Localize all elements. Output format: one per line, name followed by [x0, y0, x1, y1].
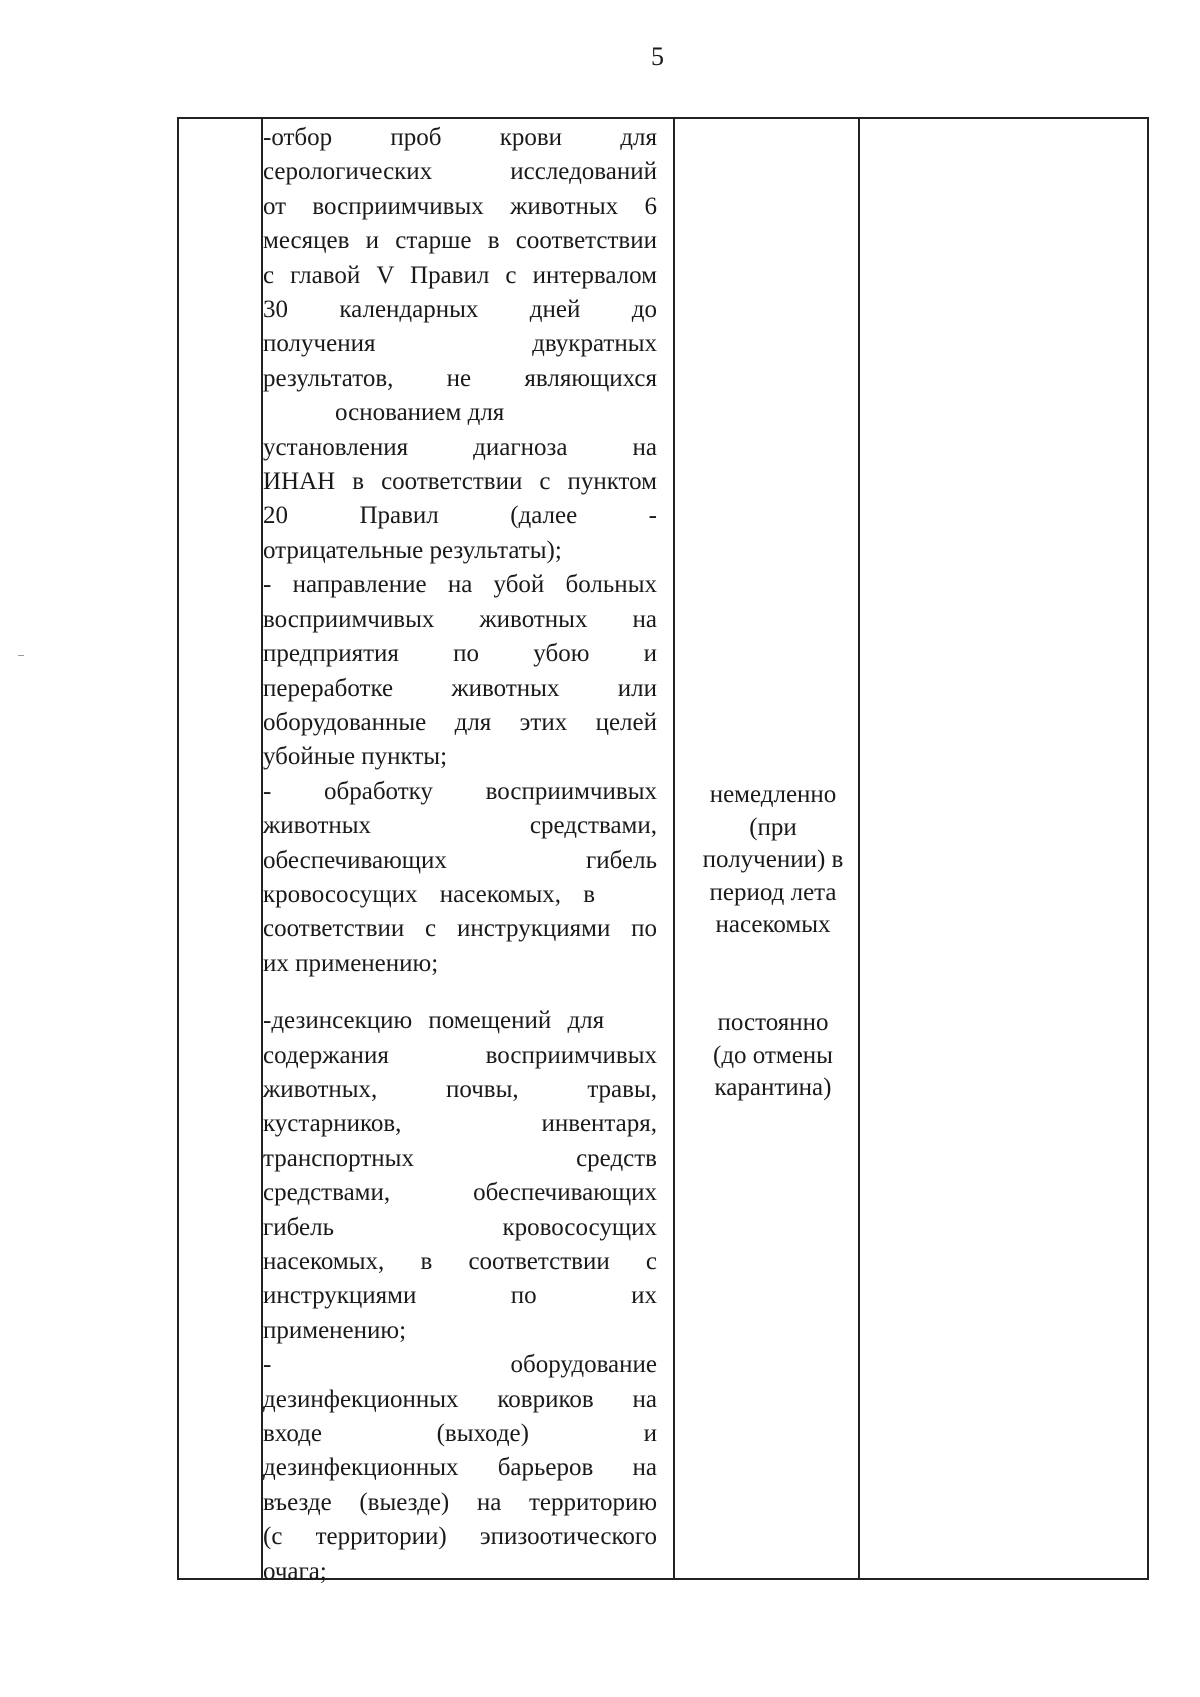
text-line: серологических исследований — [263, 158, 657, 186]
timing-line: (при — [749, 813, 797, 841]
text-line: установления диагноза на — [263, 433, 657, 461]
text-line: -дезинсекцию помещений для — [263, 1007, 605, 1035]
timing-line: постоянно — [717, 1009, 829, 1036]
text-line: въезде (выезде) на территорию — [263, 1488, 657, 1516]
text-line: результатов, не являющихся — [263, 364, 657, 392]
timing-line: насекомых — [715, 911, 831, 938]
column-divider-2 — [673, 119, 675, 1578]
text-line: соответствии с инструкциями по — [263, 915, 657, 943]
text-line: транспортных средств — [263, 1144, 657, 1172]
text-line: входе (выходе) и — [263, 1420, 657, 1448]
timing-line: немедленно — [709, 781, 837, 808]
text-line: средствами, обеспечивающих — [263, 1179, 657, 1207]
text-line: животных, почвы, травы, — [263, 1075, 657, 1103]
text-line: дезинфекционных ковриков на — [263, 1385, 657, 1413]
text-line: основанием для — [335, 399, 505, 427]
text-line: кустарников, инвентаря, — [263, 1110, 657, 1138]
text-line: убойные пункты; — [263, 743, 448, 771]
text-line: применению; — [263, 1316, 407, 1344]
text-line: оборудованные для этих целей — [263, 708, 657, 736]
text-line: ИНАН в соответствии с пунктом — [263, 468, 657, 496]
text-line: восприимчивых животных на — [263, 605, 657, 633]
timing-line: получении) в — [702, 846, 844, 873]
timing-insect-treatment — [683, 779, 863, 942]
text-line: - оборудование — [263, 1351, 657, 1379]
text-line: с главой V Правил с интервалом — [263, 261, 657, 289]
timing-line: (до отмены — [713, 1041, 833, 1069]
text-line: от восприимчивых животных 6 — [263, 192, 657, 220]
text-line: их применению; — [263, 949, 439, 977]
text-line: -отбор проб крови для — [263, 124, 657, 151]
page-number: 5 — [651, 42, 664, 71]
timing-line: карантина) — [714, 1074, 832, 1101]
text-line: месяцев и старше в соответствии — [263, 227, 657, 255]
measures-table — [177, 117, 1149, 1585]
scan-mark — [18, 655, 24, 656]
text-line: - направление на убой больных — [263, 571, 657, 599]
text-line: получения двукратных — [263, 330, 657, 358]
text-line: 20 Правил (далее - — [263, 502, 657, 530]
text-line: переработке животных или — [263, 674, 657, 702]
timing-line: период лета — [709, 878, 837, 906]
text-line: животных средствами, — [263, 812, 657, 840]
text-line: отрицательные результаты); — [263, 536, 562, 564]
text-line: предприятия по убою и — [263, 640, 657, 668]
timing-disinsection — [683, 1007, 863, 1105]
text-line: содержания восприимчивых — [263, 1041, 657, 1069]
text-line: - обработку восприимчивых — [263, 777, 657, 805]
actions-cell — [263, 121, 657, 1589]
text-line: очага; — [263, 1557, 327, 1585]
text-line: гибель кровососущих — [263, 1213, 657, 1241]
text-line: (с территории) эпизоотического — [263, 1523, 657, 1551]
paragraph-gap — [263, 981, 657, 1004]
text-line: 30 календарных дней до — [263, 296, 657, 324]
text-line: инструкциями по их — [263, 1282, 657, 1310]
text-line: кровососущих насекомых, в — [263, 880, 596, 908]
text-line: насекомых, в соответствии с — [263, 1248, 657, 1275]
text-line: обеспечивающих гибель — [263, 846, 657, 874]
text-line: дезинфекционных барьеров на — [263, 1454, 657, 1482]
